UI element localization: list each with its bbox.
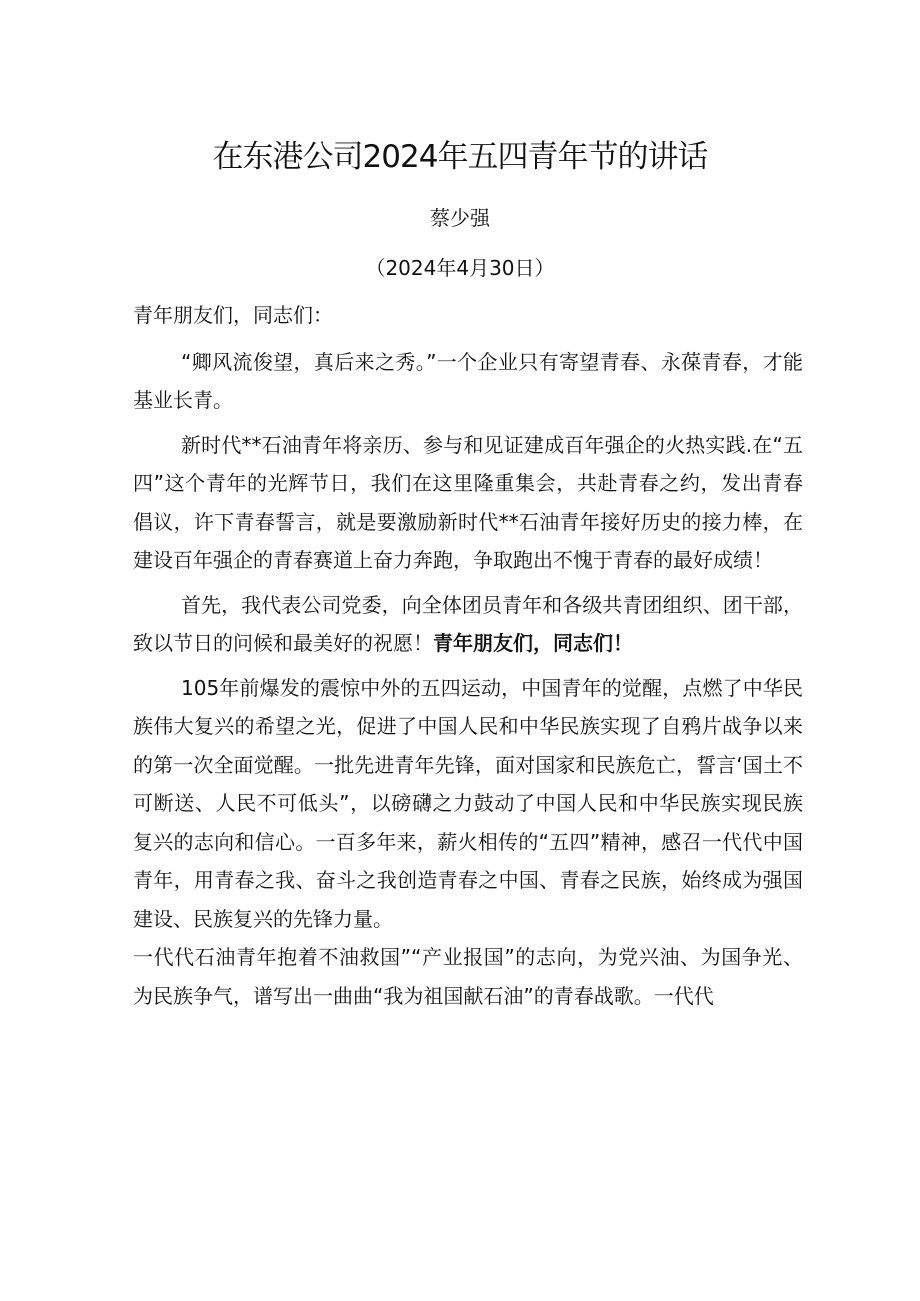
paragraph-4: 105年前爆发的震惊中外的五四运动，中国青年的觉醒，点燃了中华民族伟大复兴的希望之光，促进了中国人民和中华民族实现了自鸦片战争以来的第一次全面觉醒。一批先进青年先锋，面对国家和民族危亡，誓言‘国土不可断送、人民不可低头”，以磅礴之力鼓动了中国人民和中华民族实现民族复兴的志向和信心。一百多年来，薪火相传的“五四”精神，感召一代代中国青年，用青春之我、奋斗之我创造青春之中国、青春之民族，始终成为强国建设、民族复兴的先锋力量。 <box>133 675 803 931</box>
paragraph-3 <box>133 586 803 663</box>
document-author: 蔡少强 <box>430 206 490 230</box>
paragraph-1: “卿风流俊望，真后来之秀。”一个企业只有寄望青春、永葆青春，才能基业长青。 <box>133 349 803 412</box>
paragraph-3-bold-salutation: 青年朋友们，同志们！ <box>433 631 633 655</box>
salutation: 青年朋友们，同志们： <box>133 303 333 327</box>
document-title: 在东港公司2024年五四青年节的讲话 <box>212 139 708 175</box>
document-body <box>133 296 803 1015</box>
paragraph-5: 一代代石油青年抱着不油救国”“产业报国”的志向，为党兴油、为国争光、为民族争气，谱写出一曲曲“我为祖国献石油”的青春战歌。一代代 <box>133 945 803 1008</box>
paragraph-2: 新时代**石油青年将亲历、参与和见证建成百年强企的火热实践.在“五四”这个青年的光辉节日，我们在这里隆重集会，共赴青春之约，发出青春倡议，许下青春誓言，就是要激励新时代**石油青年接好历史的接力棒，在建设百年强企的青春赛道上奋力奔跑，争取跑出不愧于青春的最好成绩！ <box>133 432 803 572</box>
paragraph-3-text: 首先，我代表公司党委，向全体团员青年和各级共青团组织、团干部，致以节日的问候和最美好的祝愿！ <box>133 592 803 655</box>
document-date: （2024年4月30日） <box>365 256 555 280</box>
